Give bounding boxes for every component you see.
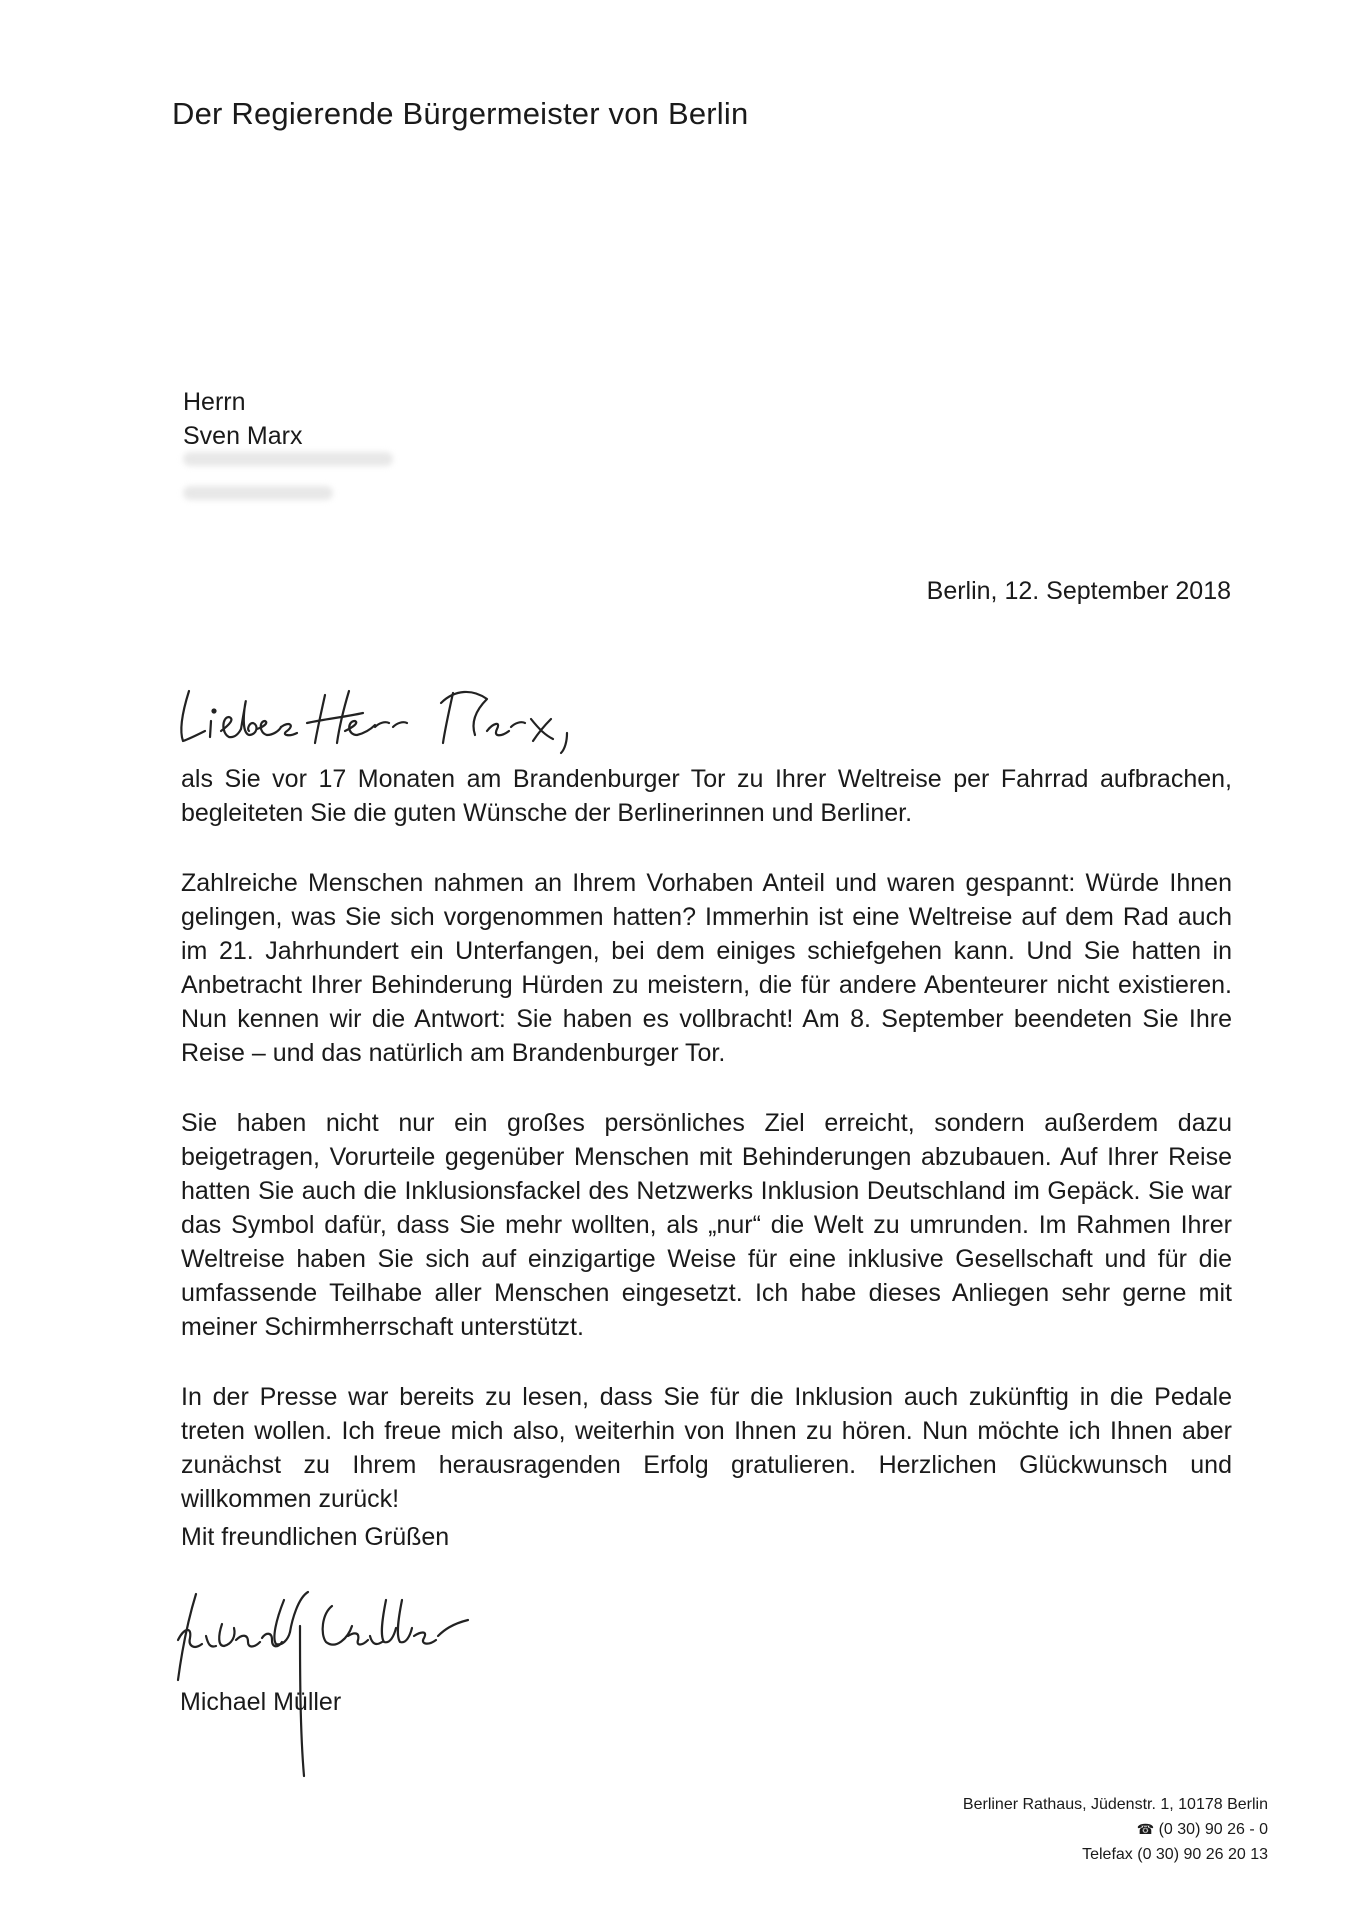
body-paragraph-1: als Sie vor 17 Monaten am Brandenburger Tor zu Ihrer Weltreise per Fahrrad aufbrachen, begleiteten Sie die guten Wünsche der Berlinerinnen und Berliner. — [181, 765, 1232, 827]
closing-phrase: Mit freundlichen Grüßen — [181, 1523, 450, 1551]
footer-fax: Telefax (0 30) 90 26 20 13 — [1082, 1846, 1268, 1863]
letter-date: Berlin, 12. September 2018 — [926, 577, 1231, 605]
body-paragraph-4: In der Presse war bereits zu lesen, dass Sie für die Inklusion auch zukünftig in die Pedale treten wollen. Ich freue mich also, weiterhin von Ihnen zu hören. Nun möchte ich Ihnen aber zunächst zu Ihrem herausragenden Erfolg gratulieren. Herzlichen Glückwunsch und willkommen zurück! — [181, 1383, 1232, 1513]
redacted-address — [183, 452, 413, 520]
body-paragraph-2: Zahlreiche Menschen nahmen an Ihrem Vorhaben Anteil und waren gespannt: Würde Ihnen gelingen, was Sie sich vorgenommen hatten? Immerhin ist eine Weltreise auf dem Rad auch im 21. Jahrhundert ein Unterfangen, bei dem einiges schiefgehen kann. Und Sie hatten in Anbetracht Ihrer Behinderung Hürden zu meistern, die für andere Abenteurer nicht existieren. Nun kennen wir die Antwort: Sie haben es vollbracht! Am 8. September beendeten Sie Ihre Reise – und das natürlich am Brandenburger Tor. — [181, 869, 1232, 1067]
handwritten-signature — [172, 1580, 632, 1780]
recipient-name: Sven Marx — [183, 422, 303, 450]
signer-name: Michael Müller — [180, 1688, 342, 1716]
recipient-salutation-line: Herrn — [183, 388, 246, 416]
recipient-block — [183, 385, 302, 453]
telephone-icon: ☎ — [1136, 1821, 1155, 1837]
footer-contact — [963, 1792, 1268, 1867]
footer-address: Berliner Rathaus, Jüdenstr. 1, 10178 Berlin — [962, 1796, 1268, 1813]
footer-phone: (0 30) 90 26 - 0 — [1158, 1821, 1268, 1838]
letter-body — [181, 762, 1232, 1552]
footer-phone-line — [963, 1817, 1268, 1842]
letterhead: Der Regierende Bürgermeister von Berlin — [172, 96, 749, 131]
handwritten-salutation — [175, 675, 695, 755]
body-paragraph-3: Sie haben nicht nur ein großes persönliches Ziel erreicht, sondern außerdem dazu beigetragen, Vorurteile gegenüber Menschen mit Behinderungen abzubauen. Auf Ihrer Reise hatten Sie auch die Inklusionsfackel des Netzwerks Inklusion Deutschland im Gepäck. Sie war das Symbol dafür, dass Sie mehr wollten, als „nur“ die Welt zu umrunden. Im Rahmen Ihrer Weltreise haben Sie sich auf einzigartige Weise für eine inklusive Gesellschaft und für die umfassende Teilhabe aller Menschen eingesetzt. Ich habe dieses Anliegen sehr gerne mit meiner Schirmherrschaft unterstützt. — [181, 1109, 1232, 1341]
